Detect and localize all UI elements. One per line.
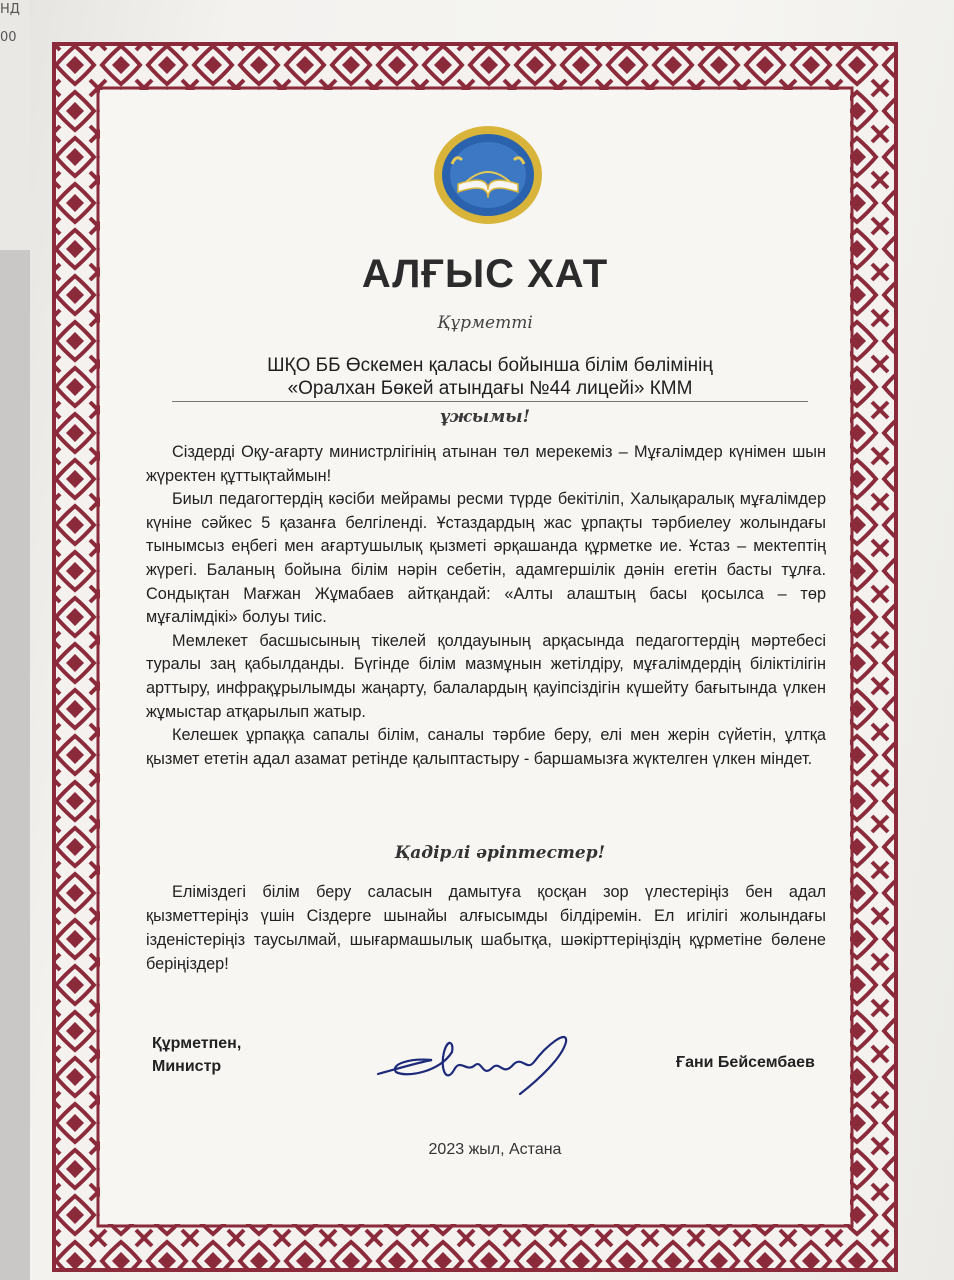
scrap-text-2: 00 (0, 30, 17, 45)
letter-title: АЛҒЫС ХАТ (361, 252, 609, 296)
signatory-name: Ғани Бейсембаев (676, 1054, 815, 1071)
letter-body (146, 441, 826, 771)
sign-off-position: Министр (152, 1058, 222, 1075)
footer-date-place: 2023 жыл, Астана (428, 1141, 562, 1158)
ministry-emblem-icon (432, 124, 544, 226)
closing-paragraph: Еліміздегі білім беру саласын дамытуға қосқан зор үлестеріңіз бен адал қызметтеріңіз үшін Сіздерге шынайы алғысымды білдіремін. Ел игілігі жолындағы ізденістеріңіз таусылмай, шығармашылық шабытқа, шәкірттеріңіздің құрметіне бөлене беріңіздер! (146, 883, 826, 973)
recipient-line-1: ШҚО ББ Өскемен қаласы бойынша білім бөлімінің (267, 355, 713, 376)
sign-off (152, 1032, 241, 1078)
recipient (170, 354, 810, 400)
sign-off-regards: Құрметпен, (152, 1035, 242, 1052)
closing-body (146, 880, 826, 976)
colleagues-heading: Қадірлі әріптестер! (394, 843, 606, 863)
paragraph: Келешек ұрпаққа сапалы білім, саналы тәрбие беру, елі мен жерін сүйетін, ұлтқа қызмет ететін адал азамат ретінде қалыптастыру - баршамызға жүктелген үлкен міндет. (146, 726, 826, 768)
salutation: Құрметті (437, 313, 533, 333)
collective-word: ұжымы! (439, 407, 531, 427)
paragraph: Сіздерді Оқу-ағарту министрлігінің атынан төл мерекеміз – Мұғалімдер күнімен шын жүректен құттықтаймын! (146, 443, 826, 485)
paragraph: Мемлекет басшысының тікелей қолдауының арқасында педагогтердің мәртебесі туралы заң қабылданды. Бүгінде білім мазмұнын жетілдіру, мұғалімдердің біліктілігін арттыру, инфрақұрылымды жаңарту, балалардың қауіпсіздігін күшейту бағытында үлкен жұмыстар атқарылып жатыр. (146, 631, 826, 721)
scrap-text-1: НД (0, 2, 20, 17)
signature-icon (370, 1022, 590, 1102)
recipient-line-2: «Оралхан Бөкей атындағы №44 лицейі» КММ (287, 378, 693, 399)
recipient-underline (172, 401, 808, 402)
paragraph: Биыл педагогтердің кәсіби мейрамы ресми түрде бекітіліп, Халықаралық мұғалімдер күніне сәйкес 5 қазанға белгіленді. Ұстаздардың жас ұрпақты тәрбиелеу жолындағы тынымсыз еңбегі мен ағартушылық қызметі әрқашанда құрметке ие. Ұстаз – мектептің жүрегі. Баланың бойына білім нәрін себетін, адамгершілік дәнін егетін басты тұлға. Сондықтан Мағжан Жұмабаев айтқандай: «Алты алаштың басы қосылса – төр мұғалімдікі» болуы тиіс. (146, 490, 826, 627)
